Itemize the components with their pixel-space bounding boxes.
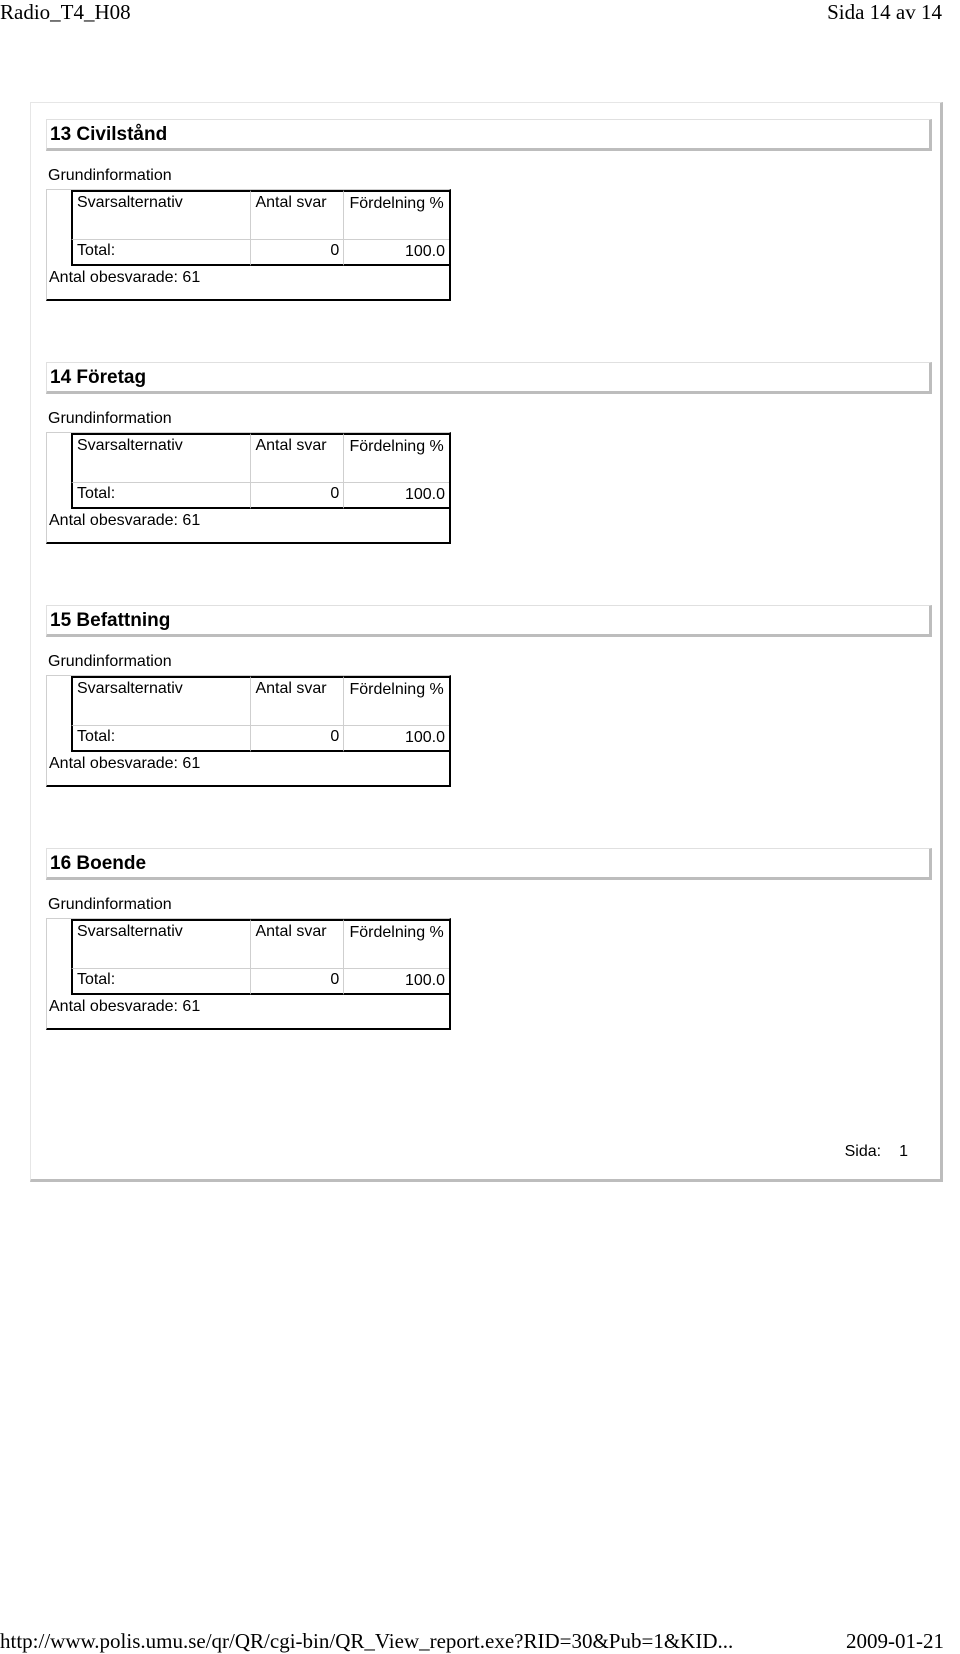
unanswered-count: Antal obesvarade: 61: [49, 512, 201, 529]
results-table: [46, 675, 451, 787]
table-indent: [47, 240, 71, 266]
column-header: Fördelning %: [344, 433, 449, 483]
total-label: Total:: [71, 969, 252, 995]
question-title: 13 Civilstånd: [46, 119, 932, 151]
question-section: [46, 605, 932, 787]
unanswered-count: Antal obesvarade: 61: [49, 755, 201, 772]
table-header-row: [47, 919, 449, 969]
footer-url: http://www.polis.umu.se/qr/QR/cgi-bin/QR_View_report.exe?RID=30&Pub=1&KID...: [0, 1629, 734, 1653]
total-count: 0: [251, 726, 344, 752]
question-title: 14 Företag: [46, 362, 932, 394]
column-header: Fördelning %: [344, 676, 449, 726]
column-header: Svarsalternativ: [71, 919, 252, 969]
results-table: [46, 189, 451, 301]
table-indent: [47, 969, 71, 995]
table-indent: [47, 919, 71, 969]
sub-label: Grundinformation: [48, 410, 172, 427]
table-indent: [47, 433, 71, 483]
sub-label: Grundinformation: [48, 896, 172, 913]
total-row: [47, 726, 449, 752]
total-label: Total:: [71, 483, 252, 509]
question-section: [46, 362, 932, 544]
column-header: Antal svar: [251, 919, 344, 969]
page-info: Sida 14 av 14: [827, 0, 942, 24]
question-section: [46, 848, 932, 1030]
question-section: [46, 119, 932, 301]
print-header: [0, 0, 960, 26]
total-count: 0: [251, 969, 344, 995]
column-header: Antal svar: [251, 190, 344, 240]
question-title: 15 Befattning: [46, 605, 932, 637]
column-header: Fördelning %: [344, 190, 449, 240]
total-percent: 100.0: [344, 969, 449, 995]
page-number-value: 1: [899, 1143, 908, 1160]
print-footer: [0, 1629, 960, 1654]
unanswered-count: Antal obesvarade: 61: [49, 269, 201, 286]
page-number-label: Sida:: [844, 1143, 882, 1160]
total-count: 0: [251, 240, 344, 266]
column-header: Svarsalternativ: [71, 676, 252, 726]
table-indent: [47, 676, 71, 726]
results-table: [46, 432, 451, 544]
column-header: Svarsalternativ: [71, 190, 252, 240]
total-label: Total:: [71, 240, 252, 266]
sub-label: Grundinformation: [48, 167, 172, 184]
table-indent: [47, 483, 71, 509]
column-header: Fördelning %: [344, 919, 449, 969]
table-header-row: [47, 676, 449, 726]
footer-date: 2009-01-21: [846, 1629, 944, 1653]
table-indent: [47, 190, 71, 240]
total-count: 0: [251, 483, 344, 509]
report-frame: [30, 102, 943, 1182]
table-header-row: [47, 190, 449, 240]
total-percent: 100.0: [344, 726, 449, 752]
total-percent: 100.0: [344, 240, 449, 266]
sub-label: Grundinformation: [48, 653, 172, 670]
total-row: [47, 969, 449, 995]
column-header: Antal svar: [251, 433, 344, 483]
column-header: Svarsalternativ: [71, 433, 252, 483]
page-number: [845, 1143, 908, 1161]
total-row: [47, 240, 449, 266]
total-row: [47, 483, 449, 509]
unanswered-count: Antal obesvarade: 61: [49, 998, 201, 1015]
column-header: Antal svar: [251, 676, 344, 726]
total-percent: 100.0: [344, 483, 449, 509]
results-table: [46, 918, 451, 1030]
table-header-row: [47, 433, 449, 483]
document-title: Radio_T4_H08: [0, 0, 131, 24]
table-indent: [47, 726, 71, 752]
total-label: Total:: [71, 726, 252, 752]
question-title: 16 Boende: [46, 848, 932, 880]
